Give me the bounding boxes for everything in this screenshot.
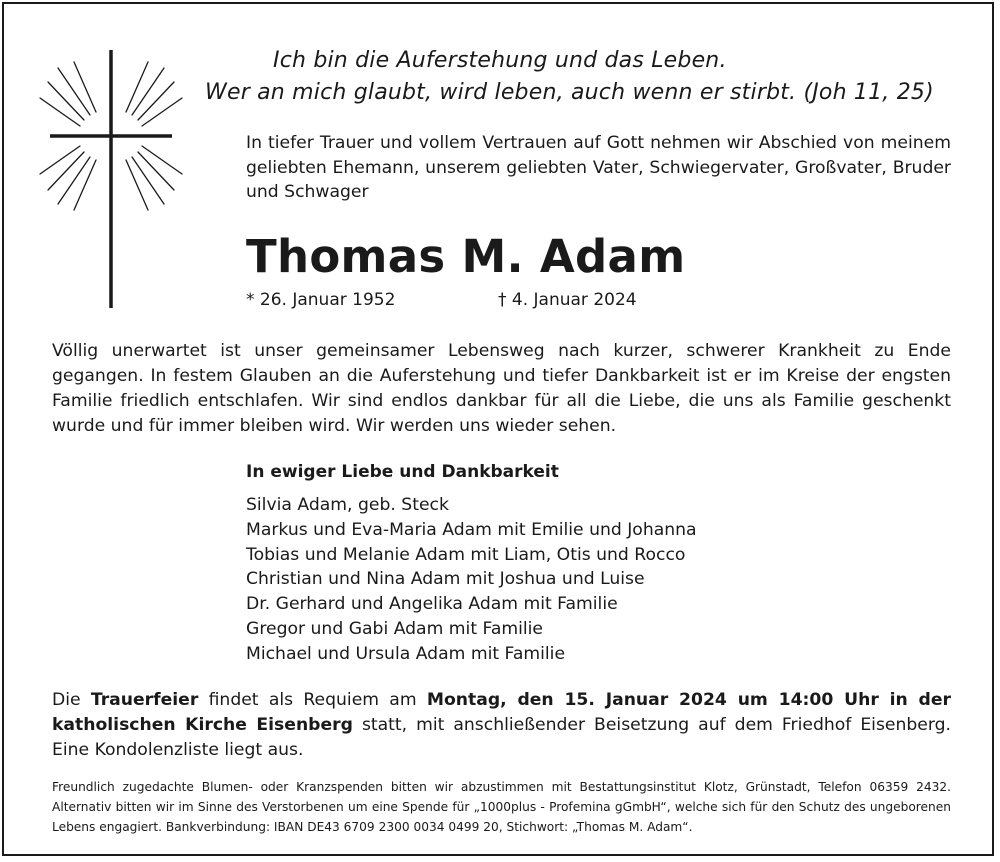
family-list: [246, 493, 697, 667]
family-member: Silvia Adam, geb. Steck: [246, 495, 449, 515]
bible-verse-line-2: Wer an mich glaubt, wird leben, auch wenn er stirbt. (Joh 11, 25): [205, 80, 934, 105]
service-paragraph: [52, 688, 951, 763]
donation-footer: [52, 777, 951, 837]
family-member: Dr. Gerhard und Angelika Adam mit Familie: [246, 594, 618, 615]
birth-date: * 26. Januar 1952: [246, 290, 396, 310]
family-member: Christian und Nina Adam mit Joshua und Luise: [246, 569, 645, 590]
footer-text: Freundlich zugedachte Blumen- oder Kranzspenden bitten wir abzustimmen mit Bestattungsinstitut Klotz, Grünstadt, Telefon 06359 2432. Alternativ bitten wir im Sinne des Verstorbenen um eine Spende für „1000plus - Profemina gGmbH“, welche sich für den Schutz des ungeborenen Lebens engagiert. Bankverbindung: IBAN DE43 6709 2300 0034 0499 20, Stichwort: „Thomas M. Adam“.: [52, 780, 951, 834]
intro-paragraph: [246, 131, 951, 205]
service-event: Trauerfeier: [90, 690, 199, 710]
family-member: Michael und Ursula Adam mit Familie: [246, 643, 566, 664]
service-date-location: Montag, den 15. Januar 2024 um 14:00 Uhr in der katholischen Kirche Eisenberg: [52, 690, 951, 735]
family-member: Tobias und Melanie Adam mit Liam, Otis und Rocco: [246, 544, 686, 565]
message-paragraph: [52, 339, 951, 439]
service-text-2: findet als Requiem am: [198, 690, 427, 710]
service-text-3: statt, mit anschließender Beisetzung auf dem Friedhof Eisenberg. Eine Kondolenzliste liegt aus.: [52, 715, 951, 760]
service-text-1: Die: [52, 690, 91, 710]
bible-verse-line-1: Ich bin die Auferstehung und das Leben.: [273, 48, 727, 73]
family-member: Markus und Eva-Maria Adam mit Emilie und Johanna: [246, 519, 697, 540]
cross-icon: [30, 40, 200, 315]
deceased-name: Thomas M. Adam: [246, 230, 686, 283]
intro-text: In tiefer Trauer und vollem Vertrauen auf Gott nehmen wir Abschied von meinem geliebten Ehemann, unserem geliebten Vater, Schwiegervater, Großvater, Bruder und Schwager: [246, 133, 951, 202]
family-member: Gregor und Gabi Adam mit Familie: [246, 618, 544, 639]
signoff-heading: In ewiger Liebe und Dankbarkeit: [246, 462, 559, 482]
death-date: † 4. Januar 2024: [498, 290, 637, 310]
message-text: Völlig unerwartet ist unser gemeinsamer Lebensweg nach kurzer, schwerer Krankheit zu Ende gegangen. In festem Glauben an die Auferstehung und tiefer Dankbarkeit ist er im Kreise der engsten Familie friedlich entschlafen. Wir sind endlos dankbar für all die Liebe, die uns als Familie geschenkt wurde und für immer bleiben wird. Wir werden uns wieder sehen.: [52, 341, 951, 436]
